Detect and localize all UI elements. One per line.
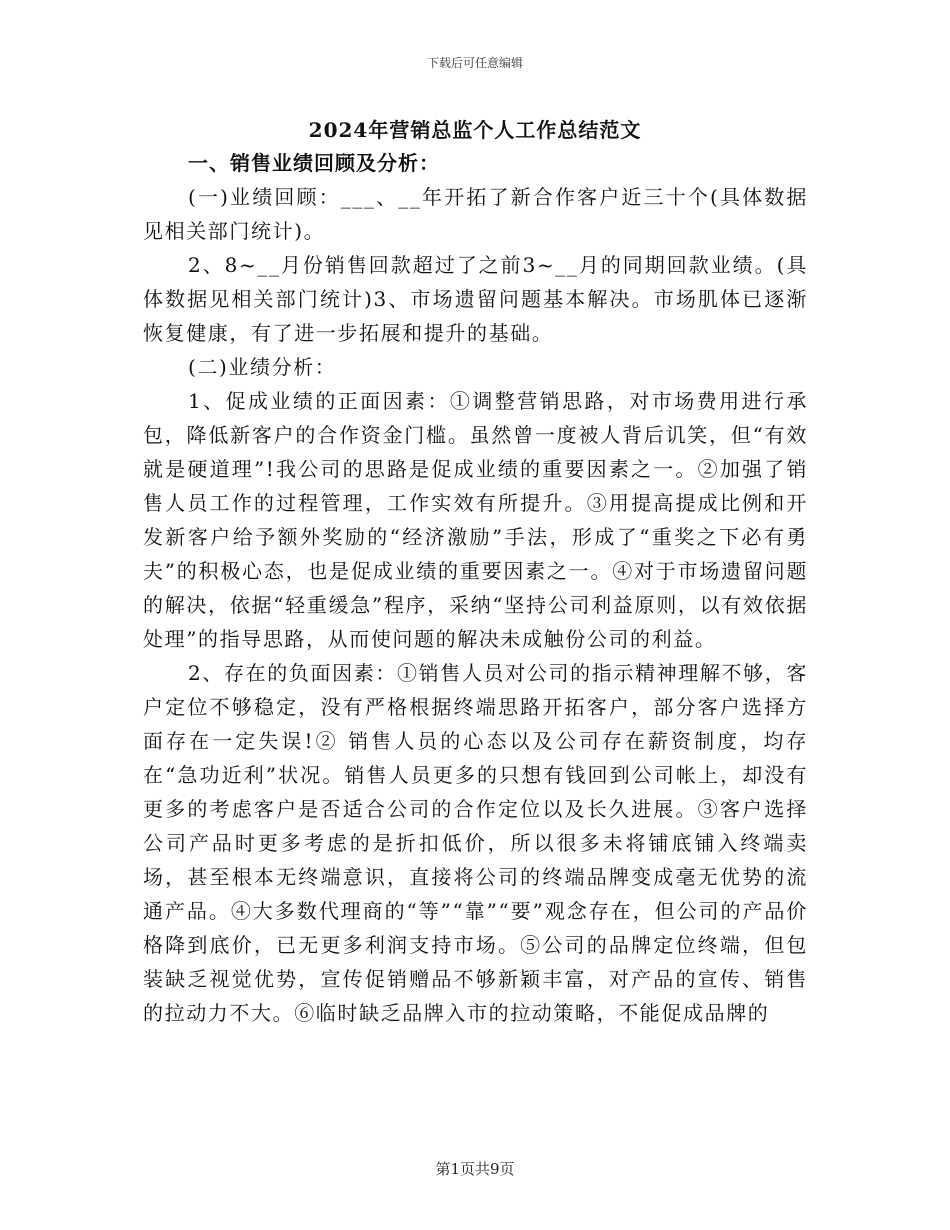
document-body	[143, 146, 808, 1030]
paragraph-4: 1、促成业绩的正面因素：①调整营销思路，对市场费用进行承包，降低新客户的合作资金门槛。虽然曾一度被人背后讥笑，但“有效就是硬道理”!我公司的思路是促成业绩的重要因素之一。②加强了销售人员工作的过程管理，工作实效有所提升。③用提高提成比例和开发新客户给予额外奖励的“经济激励”手法，形成了“重奖之下必有勇夫”的积极心态，也是促成业绩的重要因素之一。④对于市场遗留问题的解决，依据“轻重缓急”程序，采纳“坚持公司利益原则，以有效依据处理”的指导思路，从而使问题的解决未成触份公司的利益。	[143, 389, 808, 651]
page-footer: 第1页共9页	[435, 1160, 515, 1178]
paragraph-3: (二)业绩分析：	[188, 355, 337, 379]
document-title: 2024年营销总监个人工作总结范文	[308, 118, 642, 142]
page-header-note: 下载后可任意编辑	[426, 56, 523, 70]
section-heading: 一、销售业绩回顾及分析：	[188, 151, 440, 175]
paragraph-1: (一)业绩回顾：___、__年开拓了新合作客户近三十个(具体数据见相关部门统计)。	[143, 185, 808, 243]
paragraph-2: 2、8~__月份销售回款超过了之前3~__月的同期回款业绩。(具体数据见相关部门统计)3、市场遗留问题基本解决。市场肌体已逐渐恢复健康，有了进一步拓展和提升的基础。	[143, 253, 808, 345]
paragraph-5: 2、存在的负面因素：①销售人员对公司的指示精神理解不够，客户定位不够稳定，没有严格根据终端思路开拓客户，部分客户选择方面存在一定失误!② 销售人员的心态以及公司存在薪资制度，均存在“急功近利”状况。销售人员更多的只想有钱回到公司帐上，却没有更多的考虑客户是否适合公司的合作定位以及长久进展。③客户选择公司产品时更多考虑的是折扣低价，所以很多未将铺底铺入终端卖场，甚至根本无终端意识，直接将公司的终端品牌变成毫无优势的流通产品。④大多数代理商的“等”“靠”“要”观念存在，但公司的产品价格降到底价，已无更多利润支持市场。⑤公司的品牌定位终端，但包装缺乏视觉优势，宣传促销赠品不够新颖丰富，对产品的宣传、销售的拉动力不大。⑥临时缺乏品牌入市的拉动策略，不能促成品牌的	[143, 661, 808, 1025]
